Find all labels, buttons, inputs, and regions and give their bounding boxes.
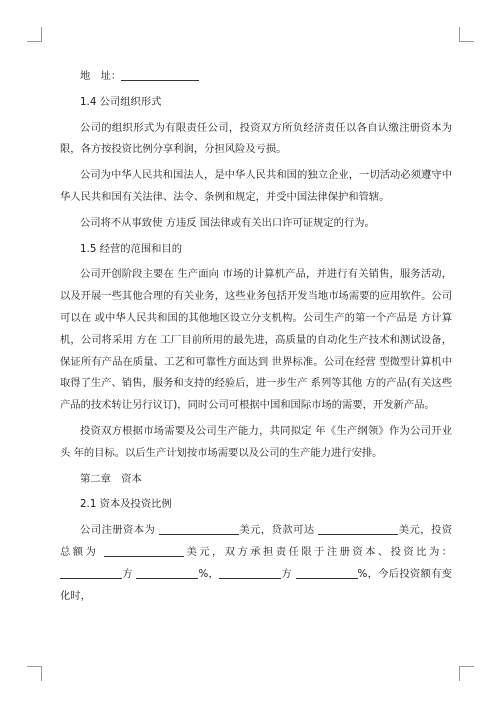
paragraph-export-compliance: 公司将不从事致使 方违反 国法律或有关出口许可证规定的行为。 xyxy=(80,216,375,229)
capital-text-3: 美元，投资总额为 xyxy=(60,524,452,558)
party-a-percent-blank xyxy=(136,566,198,579)
capital-text-7: 方 xyxy=(281,567,296,580)
total-investment-blank xyxy=(104,544,184,557)
address-label: 地 址： xyxy=(80,70,122,82)
section-2-1-title: 2.1 资本及投资比例 xyxy=(80,498,172,511)
party-a-name-blank xyxy=(60,566,122,579)
capital-text-2: 美元，贷款可达 xyxy=(238,524,319,537)
paragraph-production-plan: 投资双方根据市场需要及公司生产能力，共同拟定 年《生产纲领》作为公司开业头 年的目标。以后生产计划按市场需要以及公司的生产能力进行安排。 xyxy=(60,424,452,459)
registered-capital-blank xyxy=(159,522,239,535)
capital-text-4: 美元，双方承担责任限于注册资本、投资比为： xyxy=(184,545,453,558)
document-body xyxy=(60,66,452,611)
party-b-percent-blank xyxy=(296,566,358,579)
paragraph-capital xyxy=(60,520,452,607)
capital-text-8: %，今后投资额有变化时， xyxy=(60,567,452,602)
paragraph-org-form: 公司的组织形式为有限责任公司，投资双方所负经济责任以各自认缴注册资本为限，各方按投资比例分享利润，分担风险及亏损。 xyxy=(60,121,452,156)
paragraph-business-scope: 公司开创阶段主要在 生产面向 市场的计算机产品，并进行有关销售，服务活动，以及开展一些其他合理的有关业务，这些业务包括开发当地市场需要的应用软件。公司可以在 或中华人民共和国的其他地区设立分支机构。公司生产的第一个产品是 方计算机，公司将采用 方在 工厂目前所用的最先进，高质量的自动化生产技术和测试设备，保证所有产品在质量、工艺和可靠性方面达到 世界标准。公司在经营 型微型计算机中取得了生产、销售，服务和支持的经验后，进一步生产 系列等其他 方的产品(有关这些产品的技术转让另行议订)，同时公司可根据中国和国际市场的需要，开发新产品。 xyxy=(60,268,452,412)
chapter-2-title: 第二章 资本 xyxy=(80,472,142,485)
crop-mark-bottom-right xyxy=(459,666,474,681)
loan-amount-blank xyxy=(318,522,398,535)
capital-text-1: 公司注册资本为 xyxy=(80,524,159,537)
crop-mark-bottom-left xyxy=(27,666,42,681)
address-blank xyxy=(121,68,199,81)
paragraph-legal-person: 公司为中华人民共和国法人，是中华人民共和国的独立企业，一切活动必须遵守中华人民共和国有关法律、法令、条例和规定，并受中国法律保护和管辖。 xyxy=(60,169,452,203)
address-line xyxy=(60,66,452,88)
capital-text-6: %， xyxy=(198,567,220,580)
crop-mark-top-right xyxy=(459,27,474,42)
section-1-4-title: 1.4 公司组织形式 xyxy=(80,95,162,108)
section-1-5-title: 1.5 经营的范围和目的 xyxy=(80,242,183,255)
party-b-name-blank xyxy=(219,566,281,579)
crop-mark-top-left xyxy=(27,27,42,42)
capital-text-5: 方 xyxy=(122,567,137,580)
